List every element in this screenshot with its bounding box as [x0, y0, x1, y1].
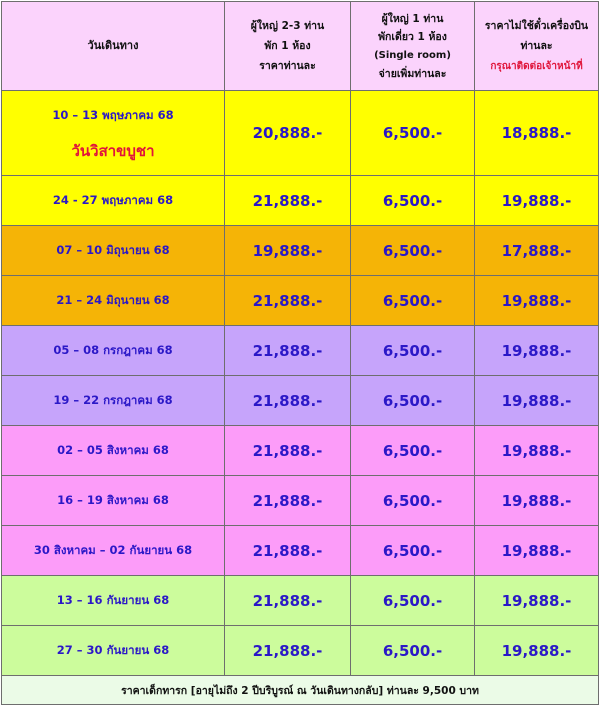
single-supplement: 6,500.- [351, 426, 475, 476]
single-supplement: 6,500.- [351, 576, 475, 626]
header-single-line1: ผู้ใหญ่ 1 ท่าน [381, 12, 444, 25]
adult-price: 21,888.- [225, 476, 351, 526]
header-row [2, 2, 599, 91]
travel-date: 05 – 08 กรกฎาคม 68 [2, 326, 225, 376]
travel-date-cell [2, 91, 225, 176]
table-row [2, 176, 599, 226]
single-supplement: 6,500.- [351, 326, 475, 376]
no-ticket-price: 19,888.- [475, 176, 599, 226]
travel-date: 07 – 10 มิถุนายน 68 [2, 226, 225, 276]
no-ticket-price: 19,888.- [475, 476, 599, 526]
adult-price: 21,888.- [225, 576, 351, 626]
no-ticket-price: 19,888.- [475, 526, 599, 576]
table-row [2, 526, 599, 576]
header-travel-date [2, 2, 225, 91]
header-contact-note: กรุณาติดต่อเจ้าหน้าที่ [490, 60, 583, 72]
footer-row [2, 676, 599, 705]
single-supplement: 6,500.- [351, 476, 475, 526]
no-ticket-price: 18,888.- [475, 91, 599, 176]
travel-date: 02 – 05 สิงหาคม 68 [2, 426, 225, 476]
travel-date: 16 – 19 สิงหาคม 68 [2, 476, 225, 526]
single-supplement: 6,500.- [351, 526, 475, 576]
table-row [2, 226, 599, 276]
no-ticket-price: 19,888.- [475, 626, 599, 676]
table-row [2, 576, 599, 626]
infant-price-note: ราคาเด็กทารก [อายุไม่ถึง 2 ปีบริบูรณ์ ณ วันเดินทางกลับ] ท่านละ 9,500 บาท [2, 676, 599, 705]
adult-price: 20,888.- [225, 91, 351, 176]
travel-date: 10 – 13 พฤษภาคม 68 [52, 107, 174, 122]
price-table [1, 1, 599, 705]
single-supplement: 6,500.- [351, 626, 475, 676]
single-supplement: 6,500.- [351, 276, 475, 326]
table-row [2, 626, 599, 676]
header-adult-price [225, 2, 351, 91]
single-supplement: 6,500.- [351, 176, 475, 226]
adult-price: 21,888.- [225, 276, 351, 326]
header-no-ticket-line1: ราคาไม่ใช้ตั๋วเครื่องบิน [484, 19, 589, 32]
header-adult-line2: พัก 1 ห้อง [264, 40, 311, 52]
header-single-line3: (Single room) [374, 49, 451, 61]
travel-date: 30 สิงหาคม – 02 กันยายน 68 [2, 526, 225, 576]
header-single-room [351, 2, 475, 91]
adult-price: 21,888.- [225, 526, 351, 576]
adult-price: 21,888.- [225, 426, 351, 476]
table-row [2, 276, 599, 326]
single-supplement: 6,500.- [351, 91, 475, 176]
adult-price: 21,888.- [225, 326, 351, 376]
table-row [2, 326, 599, 376]
header-adult-line1: ผู้ใหญ่ 2-3 ท่าน [250, 20, 325, 32]
header-adult-line3: ราคาท่านละ [259, 60, 316, 72]
travel-date: 13 – 16 กันยายน 68 [2, 576, 225, 626]
single-supplement: 6,500.- [351, 226, 475, 276]
adult-price: 21,888.- [225, 176, 351, 226]
no-ticket-price: 19,888.- [475, 276, 599, 326]
table-row [2, 476, 599, 526]
table-row [2, 91, 599, 176]
travel-date: 24 - 27 พฤษภาคม 68 [2, 176, 225, 226]
no-ticket-price: 19,888.- [475, 426, 599, 476]
header-no-ticket-line2: ท่านละ [520, 39, 553, 52]
adult-price: 21,888.- [225, 376, 351, 426]
no-ticket-price: 19,888.- [475, 576, 599, 626]
single-supplement: 6,500.- [351, 376, 475, 426]
header-single-line2: พักเดี่ยว 1 ห้อง [378, 30, 447, 43]
header-single-line4: จ่ายเพิ่มท่านละ [378, 67, 447, 80]
holiday-label: วันวิสาขบูชา [71, 141, 155, 160]
header-no-ticket [475, 2, 599, 91]
adult-price: 19,888.- [225, 226, 351, 276]
travel-date: 19 – 22 กรกฎาคม 68 [2, 376, 225, 426]
travel-date: 27 – 30 กันยายน 68 [2, 626, 225, 676]
table-row [2, 426, 599, 476]
header-travel-date-label: วันเดินทาง [87, 39, 139, 52]
no-ticket-price: 17,888.- [475, 226, 599, 276]
travel-date: 21 – 24 มิถุนายน 68 [2, 276, 225, 326]
table-row [2, 376, 599, 426]
no-ticket-price: 19,888.- [475, 376, 599, 426]
adult-price: 21,888.- [225, 626, 351, 676]
no-ticket-price: 19,888.- [475, 326, 599, 376]
